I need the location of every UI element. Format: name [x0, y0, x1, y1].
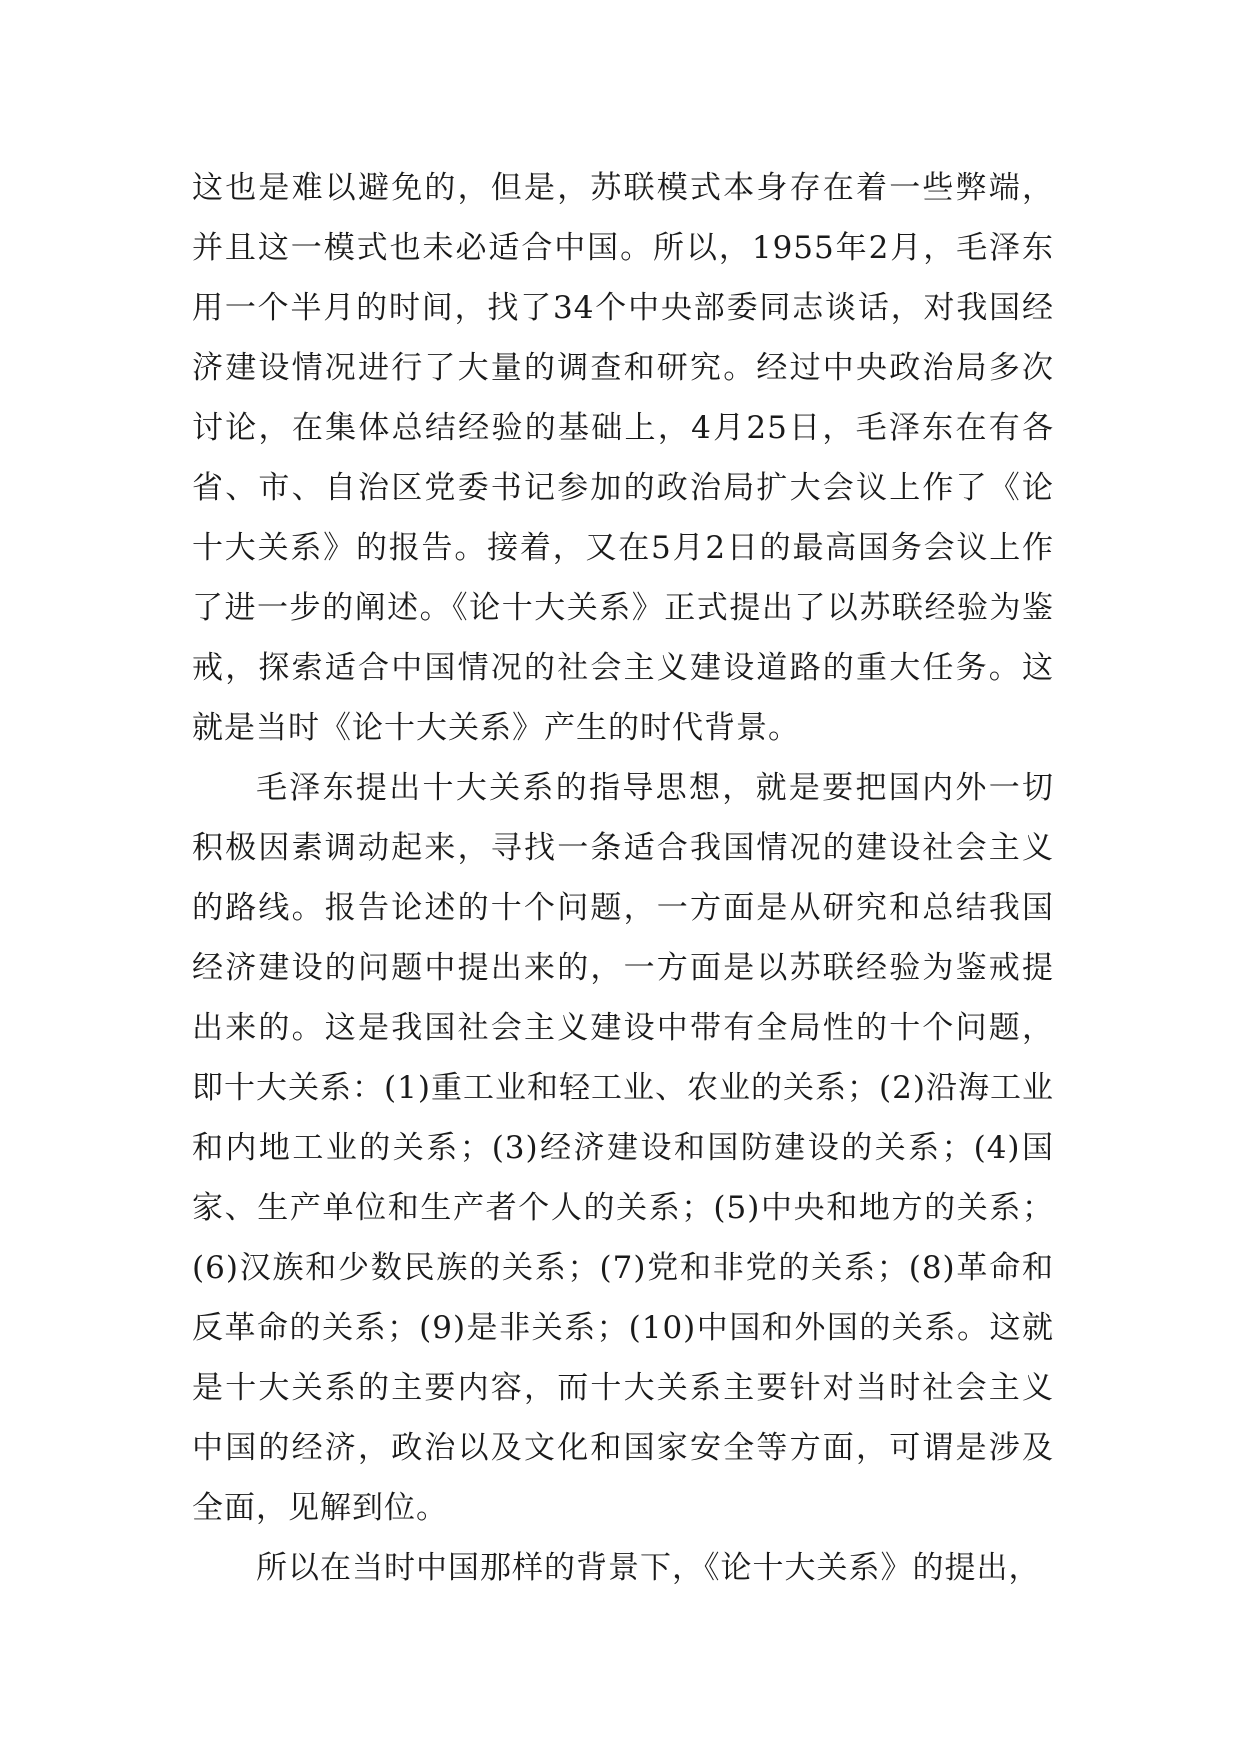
body-text — [192, 158, 1054, 1598]
paragraph-3: 所以在当时中国那样的背景下，《论十大关系》的提出， — [256, 1550, 1041, 1586]
paragraph-2: 毛泽东提出十大关系的指导思想，就是要把国内外一切积极因素调动起来，寻找一条适合我国情况的建设社会主义的路线。报告论述的十个问题，一方面是从研究和总结我国经济建设的问题中提出来的，一方面是以苏联经验为鉴戒提出来的。这是我国社会主义建设中带有全局性的十个问题，即十大关系：(1)重工业和轻工业、农业的关系；(2)沿海工业和内地工业的关系；(3)经济建设和国防建设的关系；(4)国家、生产单位和生产者个人的关系；(5)中央和地方的关系；(6)汉族和少数民族的关系；(7)党和非党的关系；(8)革命和反革命的关系；(9)是非关系；(10)中国和外国的关系。这就是十大关系的主要内容，而十大关系主要针对当时社会主义中国的经济，政治以及文化和国家安全等方面，可谓是涉及全面，见解到位。 — [192, 770, 1054, 1526]
paragraph-1: 这也是难以避免的，但是，苏联模式本身存在着一些弊端，并且这一模式也未必适合中国。所以，1955年2月，毛泽东用一个半月的时间，找了34个中央部委同志谈话，对我国经济建设情况进行了大量的调查和研究。经过中央政治局多次讨论，在集体总结经验的基础上，4月25日，毛泽东在有各省、市、自治区党委书记参加的政治局扩大会议上作了《论十大关系》的报告。接着，又在5月2日的最高国务会议上作了进一步的阐述。《论十大关系》正式提出了以苏联经验为鉴戒，探索适合中国情况的社会主义建设道路的重大任务。这就是当时《论十大关系》产生的时代背景。 — [192, 170, 1054, 746]
